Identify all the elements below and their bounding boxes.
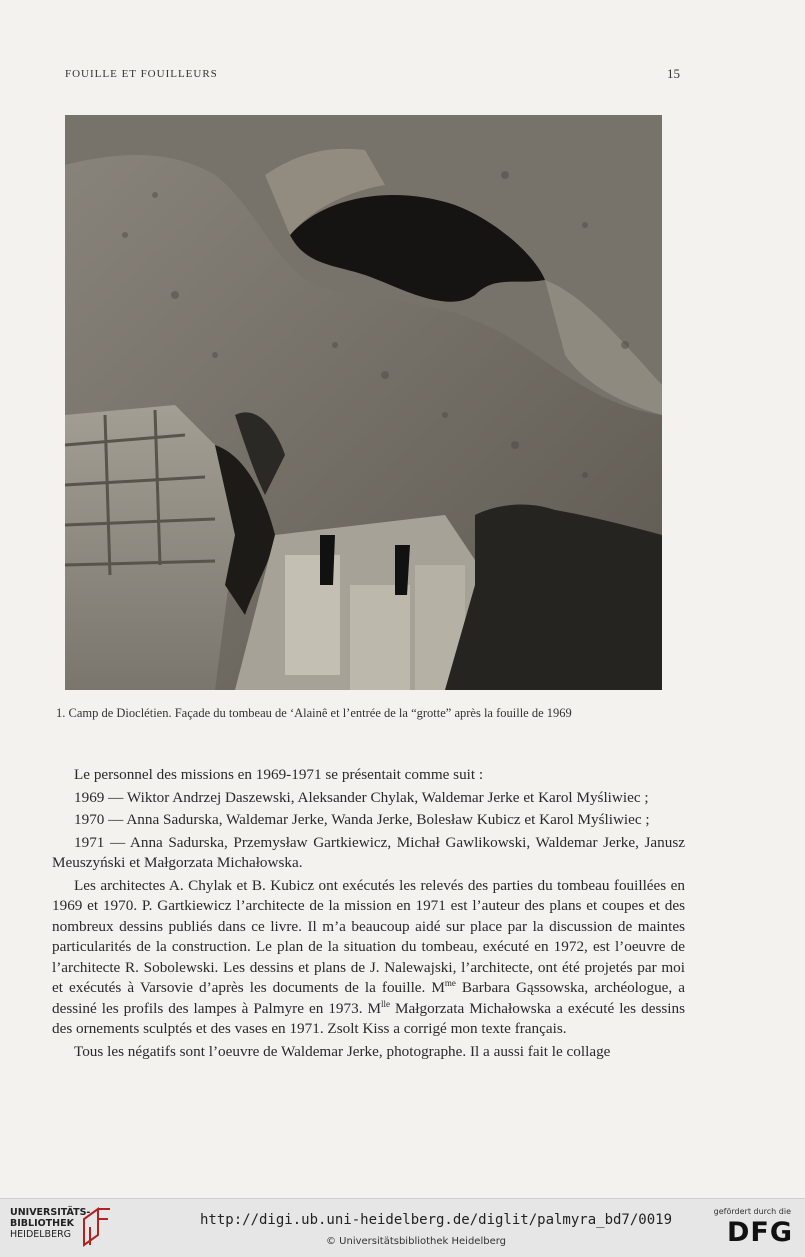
copyright-notice: © Universitätsbibliothek Heidelberg (326, 1236, 507, 1247)
ub-logo-line3: HEIDELBERG (10, 1229, 72, 1240)
negatives-paragraph: Tous les négatifs sont l’oeuvre de Waldemar Jerke, photographe. Il a aussi fait le collage (74, 1042, 611, 1060)
personnel-1971: 1971 — Anna Sadurska, Przemysław Gartkiewicz, Michał Gawlikowski, Waldemar Jerke, Janusz Meuszyński et Małgorzata Michałowska. (52, 833, 685, 871)
superscript-mlle: lle (381, 998, 391, 1009)
architects-text-c: Małgorzata Michałowska a exécuté les dessins des ornements sculptés et des vases en 1971. Zsolt Kiss a corrigé mon texte français. (52, 999, 685, 1037)
architects-text-a: Les architectes A. Chylak et B. Kubicz ont exécutés les relevés des parties du tombeau fouillées en 1969 et 1970. P. Gartkiewicz l’architecte de la mission en 1971 est l’auteur des plans et coupes et des nombreux dessins publiés dans ce livre. Il m’a beaucoup aidé sur place par la discussion de maintes particularités de la construction. Le plan de la situation du tombeau, exécuté en 1972, est l’oeuvre de l’architecte R. Sobolewski. Les dessins et plans de J. Nalewajski, l’architecte, ont été projetés par moi et exécutés à Varsovie d’après les documents de la fouille. M (52, 876, 685, 996)
dfg-tagline: gefördert durch die (713, 1207, 791, 1216)
intro-paragraph: Le personnel des missions en 1969-1971 se présentait comme suit : (74, 766, 484, 783)
excavation-photo (65, 115, 662, 690)
ub-heidelberg-logo[interactable] (10, 1207, 90, 1240)
permalink-url[interactable]: http://digi.ub.uni-heidelberg.de/diglit/palmyra_bd7/0019 (200, 1212, 673, 1228)
digitization-footer (0, 1198, 805, 1257)
ub-logo-line1: UNIVERSITÄTS- (10, 1207, 91, 1218)
architects-paragraph (52, 876, 685, 1040)
personnel-1970: 1970 — Anna Sadurska, Waldemar Jerke, Wanda Jerke, Bolesław Kubicz et Karol Myśliwiec ; (74, 811, 650, 828)
ub-logo-line2: BIBLIOTHEK (10, 1218, 74, 1229)
ub-mark-icon (80, 1205, 114, 1247)
figure-caption: 1. Camp de Dioclétien. Façade du tombeau de ‘Alainê et l’entrée de la “grotte” après la fouille de 1969 (56, 706, 572, 720)
dfg-logo[interactable]: DFG (726, 1217, 793, 1248)
page-number: 15 (667, 66, 680, 81)
personnel-1969: 1969 — Wiktor Andrzej Daszewski, Aleksander Chylak, Waldemar Jerke et Karol Myśliwiec ; (74, 788, 649, 806)
architects-text-b: Barbara Gąssowska, archéologue, a dessiné les profils des lampes à Palmyre en 1973. M (52, 979, 685, 1017)
body-text (52, 765, 685, 1064)
superscript-mme: me (444, 977, 456, 988)
running-title: FOUILLE ET FOUILLEURS (65, 68, 218, 80)
